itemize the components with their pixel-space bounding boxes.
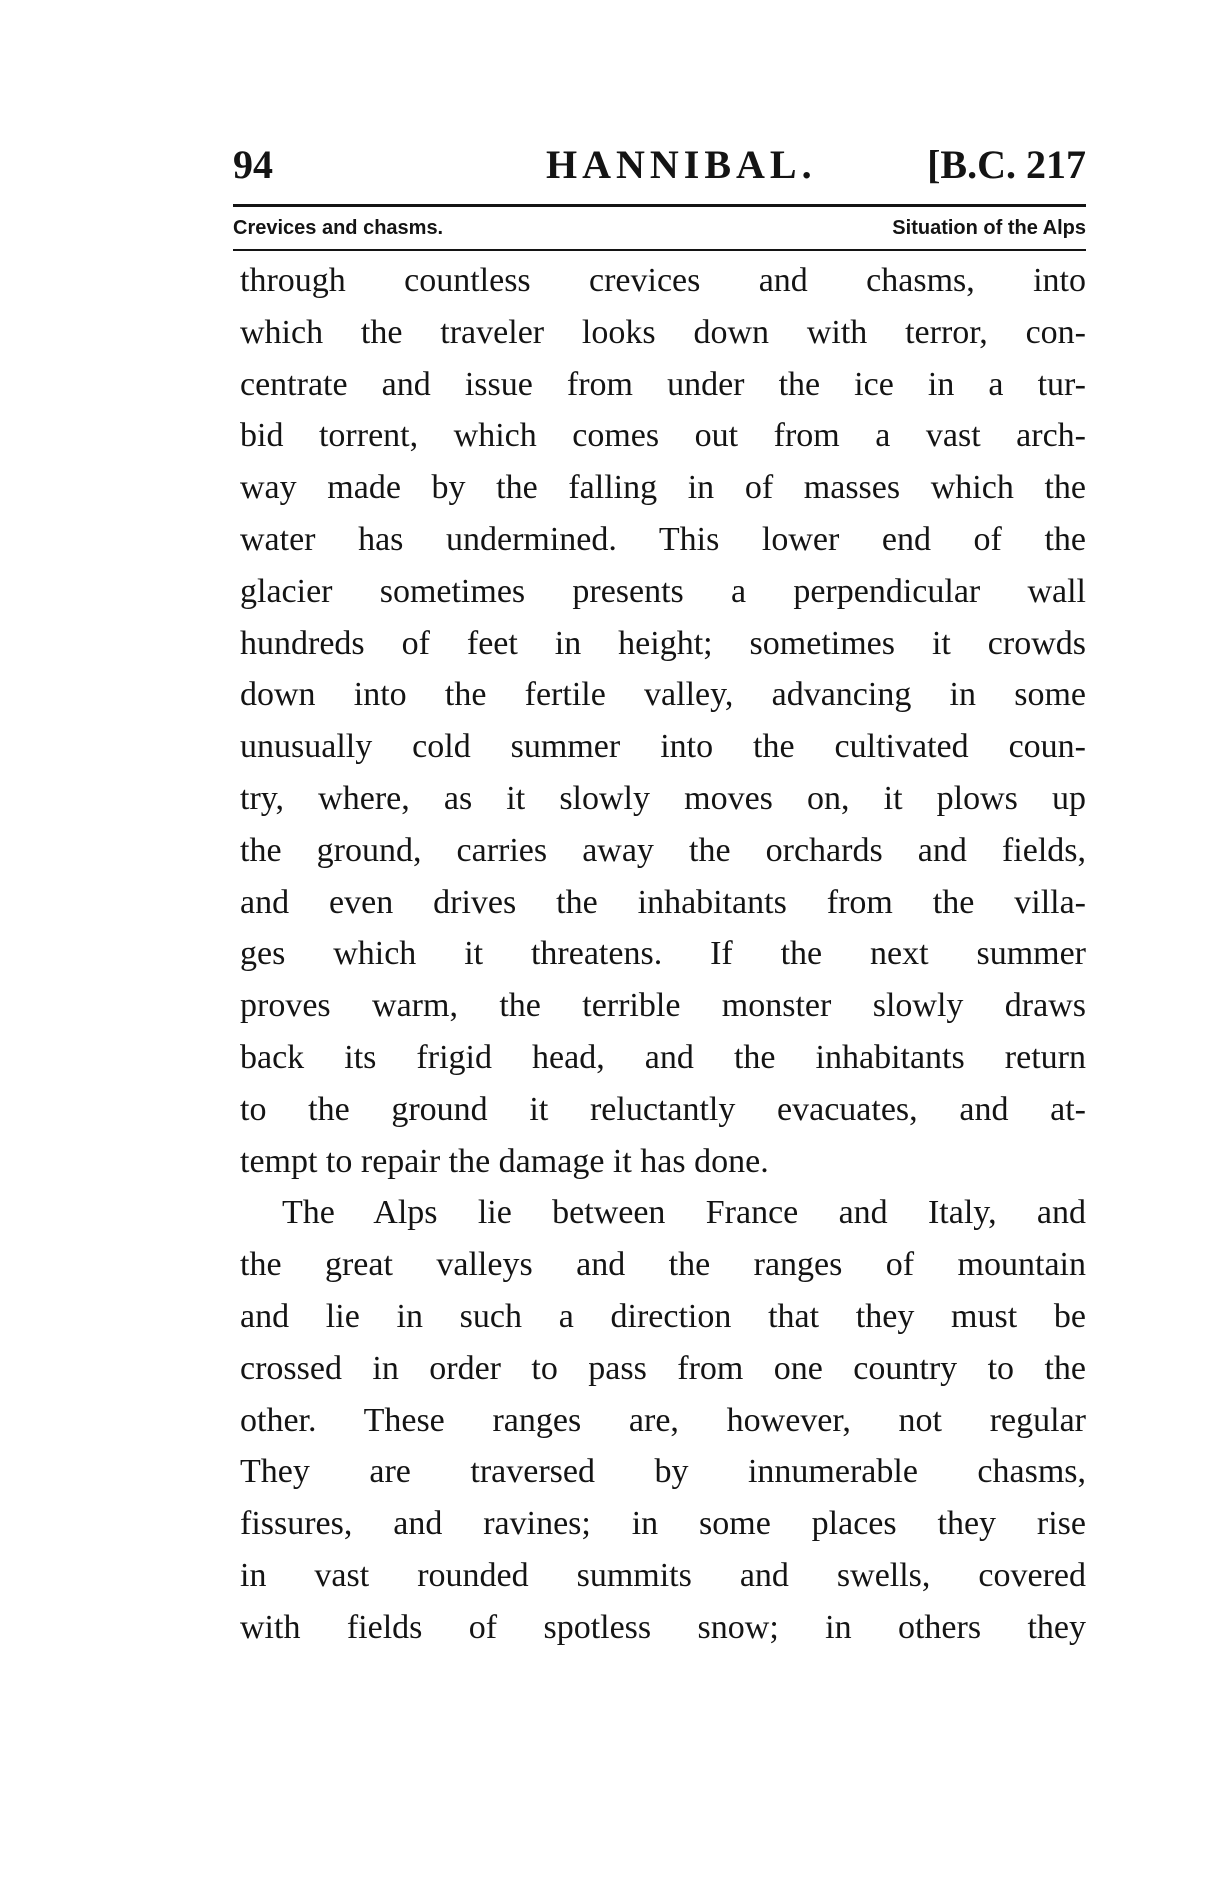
sidenote-bar bbox=[233, 213, 1086, 243]
text-line: hundreds of feet in height; sometimes it crowds bbox=[240, 624, 1086, 662]
header-rule-top bbox=[233, 204, 1086, 207]
text-line: The Alps lie between France and Italy, and bbox=[282, 1194, 1086, 1232]
text-line: other. These ranges are, however, not regular bbox=[240, 1401, 1086, 1439]
text-line: They are traversed by innumerable chasms, bbox=[240, 1453, 1086, 1491]
text-line: fissures, and ravines; in some places they rise bbox=[240, 1505, 1086, 1543]
text-line: back its frigid head, and the inhabitants return bbox=[240, 1038, 1086, 1076]
sidenote-left: Crevices and chasms. bbox=[233, 217, 444, 239]
text-line: proves warm, the terrible monster slowly draws bbox=[240, 987, 1086, 1025]
running-head bbox=[233, 140, 1086, 190]
text-line: to the ground it reluctantly evacuates, and at- bbox=[240, 1090, 1086, 1128]
text-line: and lie in such a direction that they must be bbox=[240, 1297, 1086, 1335]
date-reference: [B.C. 217 bbox=[927, 142, 1086, 187]
text-line: through countless crevices and chasms, into bbox=[240, 262, 1086, 299]
sidenote-right: Situation of the Alps bbox=[892, 217, 1086, 239]
page-number: 94 bbox=[233, 142, 273, 187]
text-line: bid torrent, which comes out from a vast arch- bbox=[240, 417, 1086, 455]
text-line: ges which it threatens. If the next summer bbox=[240, 935, 1086, 973]
text-line: centrate and issue from under the ice in a tur- bbox=[240, 365, 1086, 403]
text-line: unusually cold summer into the cultivated coun- bbox=[240, 728, 1086, 766]
text-line: water has undermined. This lower end of the bbox=[240, 520, 1086, 558]
text-line: in vast rounded summits and swells, covered bbox=[240, 1556, 1086, 1594]
text-line: and even drives the inhabitants from the villa- bbox=[240, 883, 1086, 921]
text-line: tempt to repair the damage it has done. bbox=[240, 1142, 769, 1180]
text-line: try, where, as it slowly moves on, it plows up bbox=[240, 779, 1086, 817]
text-line: way made by the falling in of masses which the bbox=[240, 469, 1086, 507]
header-rule-bottom bbox=[233, 249, 1086, 251]
body-text bbox=[240, 255, 1086, 1654]
text-line: down into the fertile valley, advancing in some bbox=[240, 676, 1086, 714]
text-line: which the traveler looks down with terror, con- bbox=[240, 313, 1086, 351]
text-line: glacier sometimes presents a perpendicular wall bbox=[240, 572, 1086, 610]
text-line: with fields of spotless snow; in others they bbox=[240, 1608, 1086, 1646]
book-title: HANNIBAL. bbox=[546, 142, 817, 187]
text-line: crossed in order to pass from one country to the bbox=[240, 1349, 1086, 1387]
text-line: the ground, carries away the orchards and fields, bbox=[240, 831, 1086, 869]
text-line: the great valleys and the ranges of mountain bbox=[240, 1246, 1086, 1284]
